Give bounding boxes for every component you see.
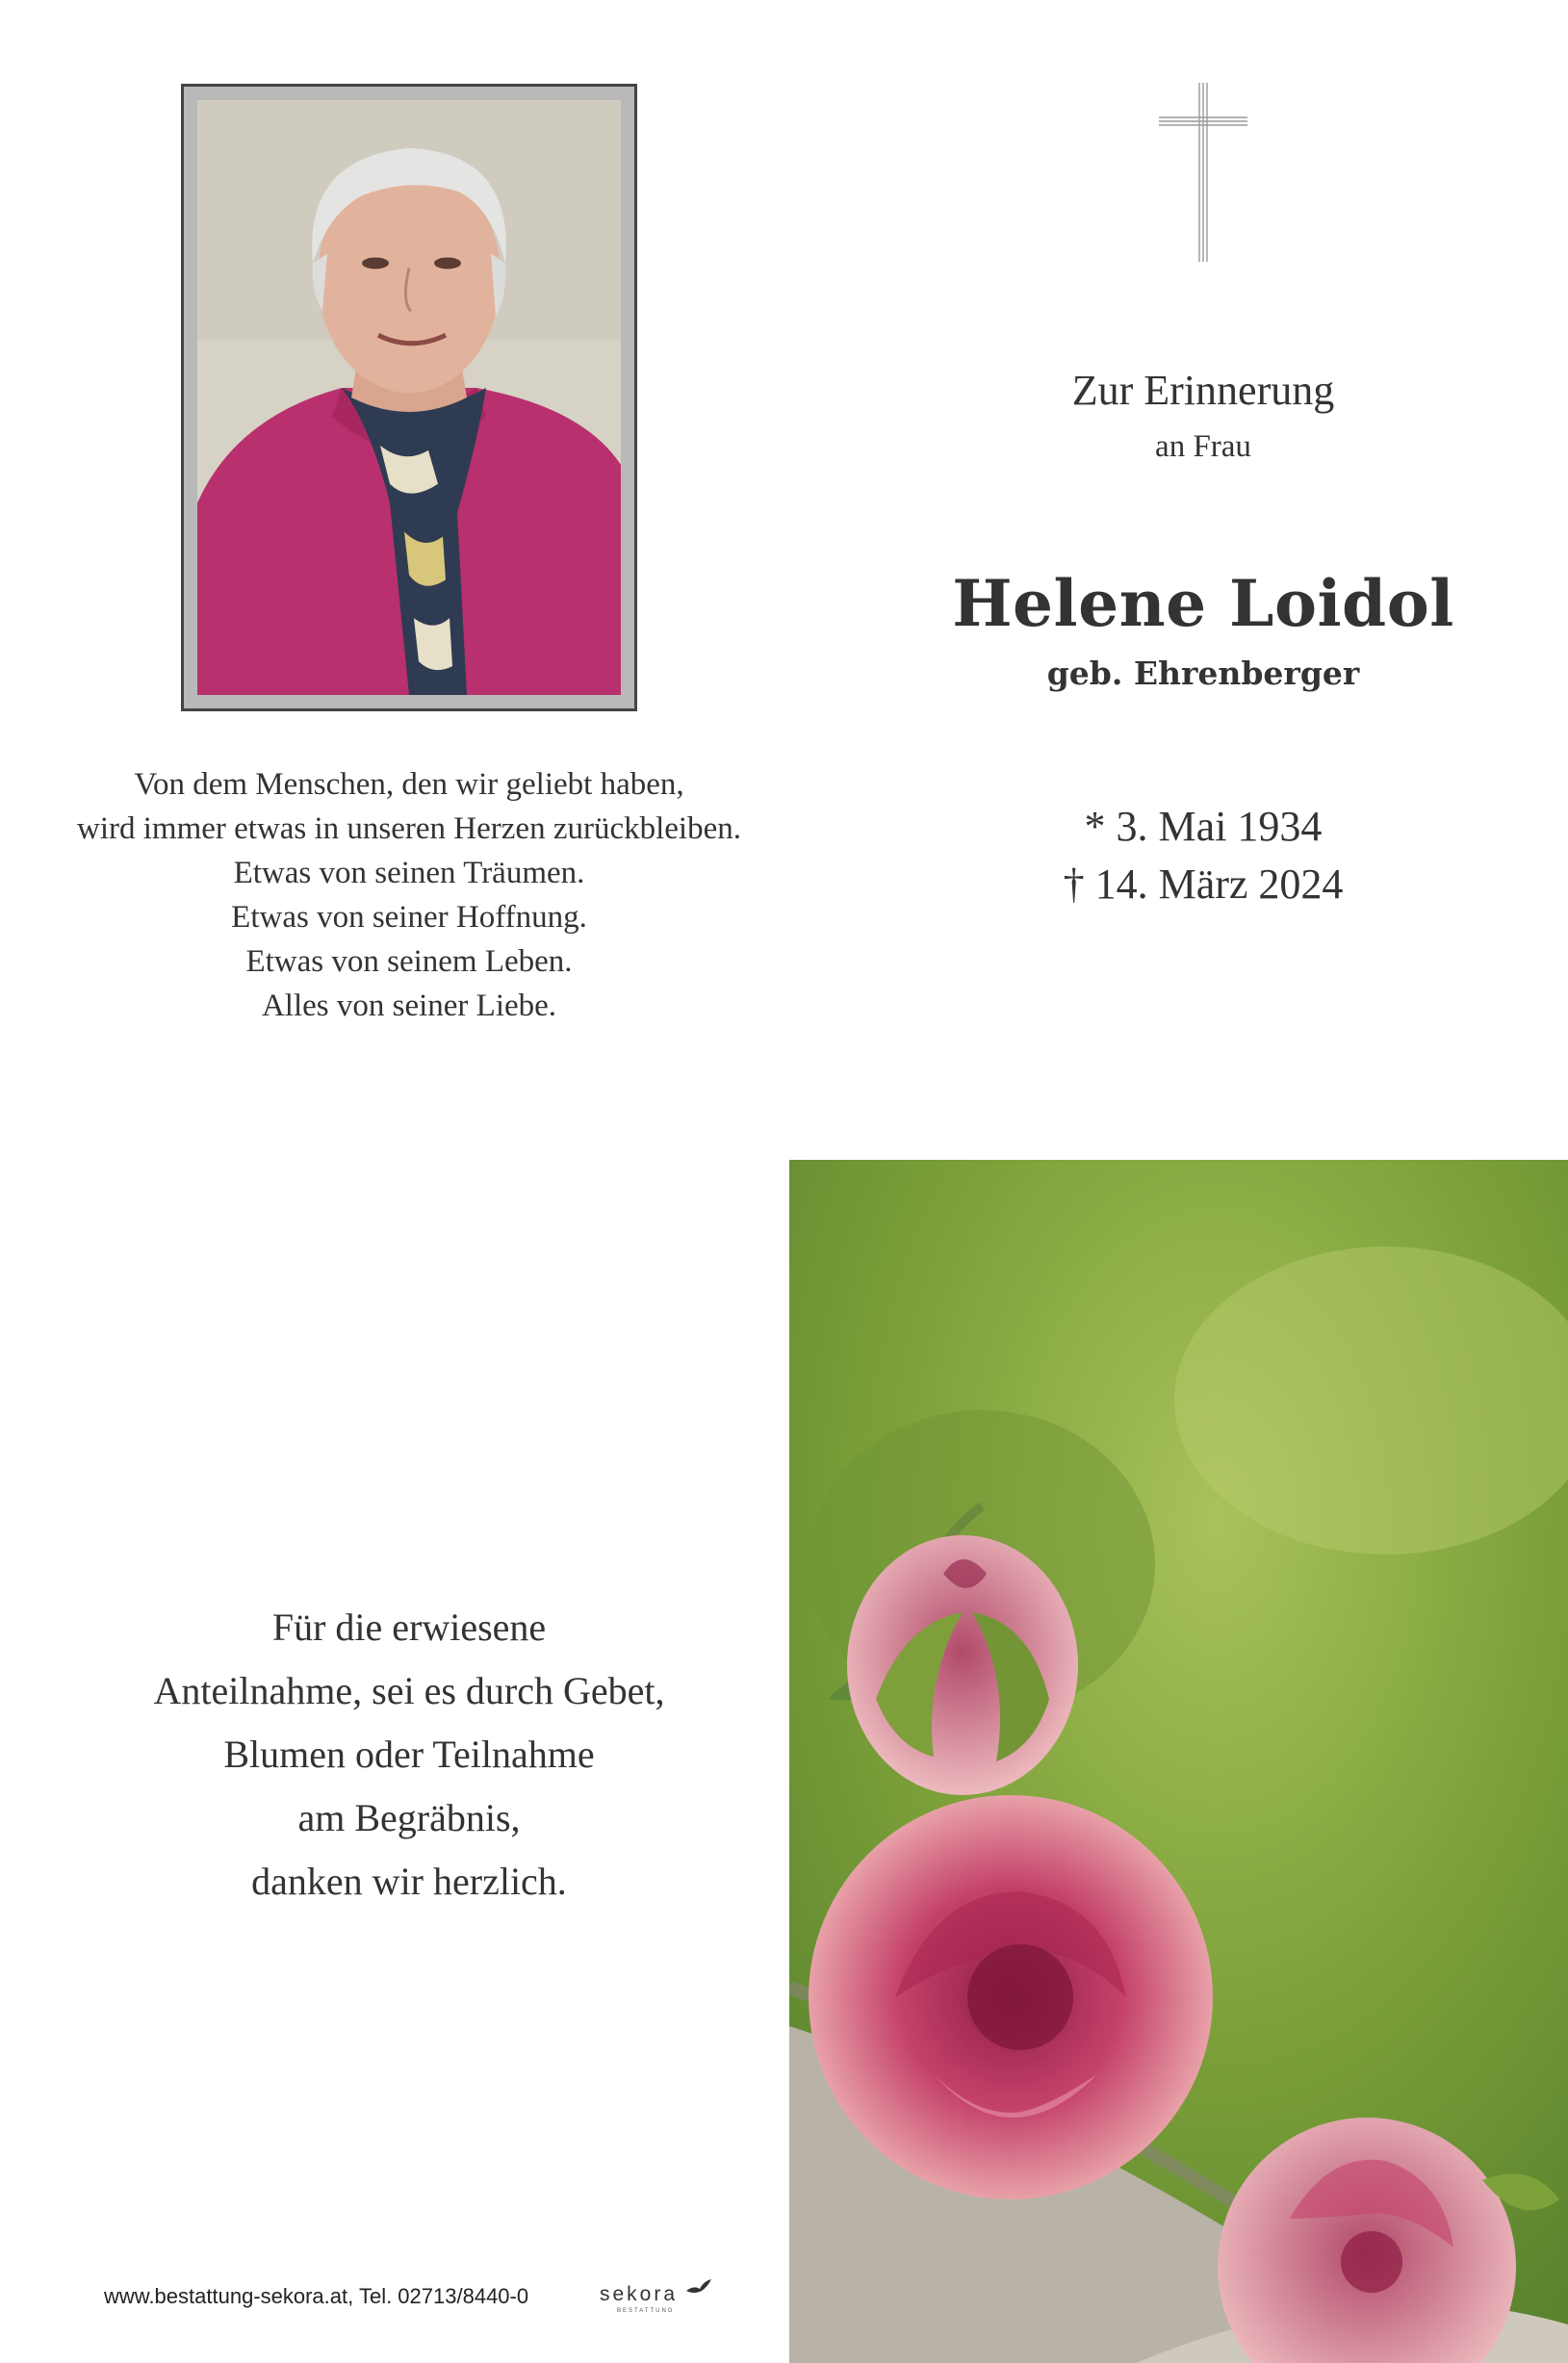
intro-subtext: an Frau <box>1155 429 1251 464</box>
thanks-line: am Begräbnis, <box>297 1796 521 1839</box>
poem-line: Etwas von seinem Leben. <box>245 944 573 979</box>
poem <box>29 762 789 1028</box>
thanks-line: Anteilnahme, sei es durch Gebet, <box>153 1669 665 1712</box>
thanks-text <box>58 1596 760 1914</box>
bird-icon <box>684 2277 713 2299</box>
poem-line: Etwas von seiner Hoffnung. <box>231 900 587 935</box>
poem-line: wird immer etwas in unseren Herzen zurückbleiben. <box>77 811 741 846</box>
thanks-line: danken wir herzlich. <box>251 1860 567 1903</box>
cross-icon <box>1155 81 1251 264</box>
maiden-name: geb. Ehrenberger <box>1046 655 1360 692</box>
portrait-frame <box>181 84 637 711</box>
logo-wordmark: sekora <box>600 2283 679 2305</box>
logo-subtitle: BESTATTUNG <box>617 2308 675 2314</box>
death-date: † 14. März 2024 <box>1063 860 1344 908</box>
sekora-logo <box>600 2277 715 2322</box>
poem-line: Etwas von seinen Träumen. <box>233 856 585 890</box>
portrait-photo <box>197 100 621 695</box>
deceased-name: Helene Loidol <box>952 566 1454 641</box>
footer-contact: www.bestattung-sekora.at, Tel. 02713/8440-0 <box>104 2284 529 2308</box>
intro-text: Zur Erinnerung <box>1071 367 1335 414</box>
thanks-line: Blumen oder Teilnahme <box>223 1733 595 1776</box>
poem-line: Von dem Menschen, den wir geliebt haben, <box>134 767 684 802</box>
birth-date: * 3. Mai 1934 <box>1084 803 1323 850</box>
roses-image <box>789 1160 1568 2363</box>
thanks-line: Für die erwiesene <box>271 1605 547 1649</box>
poem-line: Alles von seiner Liebe. <box>261 989 557 1023</box>
